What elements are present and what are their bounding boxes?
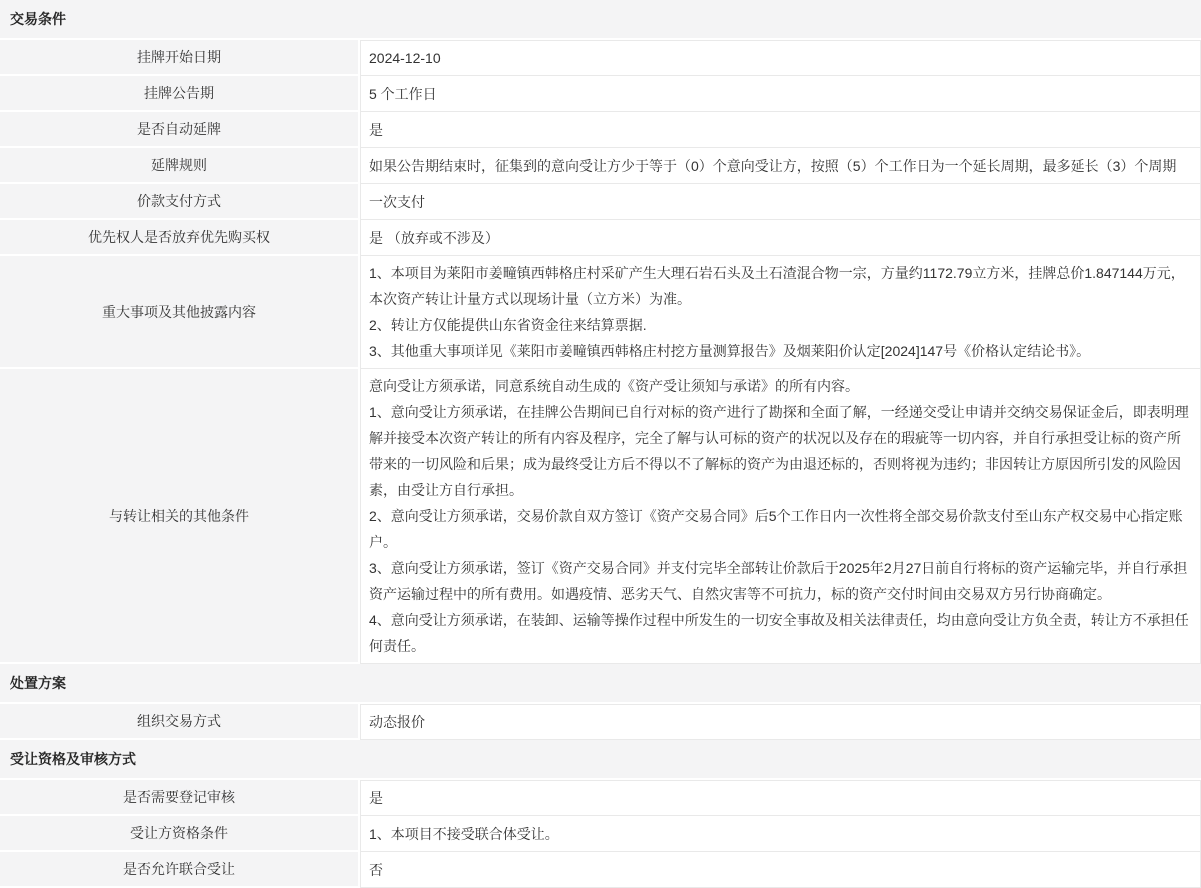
field-value bbox=[360, 40, 1201, 76]
field-value bbox=[360, 256, 1201, 369]
field-label: 受让方资格条件 bbox=[0, 816, 360, 852]
field-label: 与转让相关的其他条件 bbox=[0, 369, 360, 664]
table-row bbox=[0, 852, 1201, 888]
field-label: 价款支付方式 bbox=[0, 184, 360, 220]
value-text: 5 个工作日 bbox=[369, 85, 437, 102]
table-row bbox=[0, 148, 1201, 184]
table-row bbox=[0, 220, 1201, 256]
value-text: 3、其他重大事项详见《莱阳市姜疃镇西韩格庄村挖方量测算报告》及烟莱阳价认定[2024]147号《价格认定结论书》。 bbox=[369, 343, 1091, 359]
field-value bbox=[360, 148, 1201, 184]
table-row bbox=[0, 76, 1201, 112]
value-text: 如果公告期结束时，征集到的意向受让方少于等于（0）个意向受让方，按照（5）个工作日为一个延长周期，最多延长（3）个周期 bbox=[369, 157, 1177, 174]
section-title: 处置方案 bbox=[10, 675, 66, 691]
field-label: 是否自动延牌 bbox=[0, 112, 360, 148]
field-label: 优先权人是否放弃优先购买权 bbox=[0, 220, 360, 256]
field-value bbox=[360, 780, 1201, 816]
table-row bbox=[0, 256, 1201, 369]
value-text: 意向受让方须承诺，同意系统自动生成的《资产受让须知与承诺》的所有内容。 bbox=[369, 378, 859, 394]
section-header-trade-conditions bbox=[0, 0, 1201, 40]
table-row bbox=[0, 184, 1201, 220]
table-row bbox=[0, 40, 1201, 76]
table-row bbox=[0, 816, 1201, 852]
value-text: 1、本项目为莱阳市姜疃镇西韩格庄村采矿产生大理石岩石头及土石渣混合物一宗，方量约1172.79立方米，挂牌总价1.847144万元，本次资产转让计量方式以现场计量（立方米）为准。 bbox=[369, 265, 1185, 307]
section-header-disposal-plan bbox=[0, 664, 1201, 704]
value-text: 是 （放弃或不涉及） bbox=[369, 229, 499, 246]
field-value bbox=[360, 184, 1201, 220]
field-value bbox=[360, 220, 1201, 256]
value-text: 2024-12-10 bbox=[369, 50, 441, 66]
table-row bbox=[0, 112, 1201, 148]
field-label: 组织交易方式 bbox=[0, 704, 360, 740]
value-text: 是 bbox=[369, 790, 383, 806]
value-text: 动态报价 bbox=[369, 714, 425, 730]
table-row bbox=[0, 369, 1201, 664]
field-label: 是否需要登记审核 bbox=[0, 780, 360, 816]
field-value bbox=[360, 704, 1201, 740]
section-header-transferee-qualification bbox=[0, 740, 1201, 780]
field-value bbox=[360, 852, 1201, 888]
field-label: 挂牌公告期 bbox=[0, 76, 360, 112]
value-text: 3、意向受让方须承诺，签订《资产交易合同》并支付完毕全部转让价款后于2025年2月27日前自行将标的资产运输完毕，并自行承担资产运输过程中的所有费用。如遇疫情、恶劣天气、自然灾害等不可抗力，标的资产交付时间由交易双方另行协商确定。 bbox=[369, 560, 1188, 602]
table-row bbox=[0, 780, 1201, 816]
field-value bbox=[360, 112, 1201, 148]
value-text: 2、意向受让方须承诺，交易价款自双方签订《资产交易合同》后5个工作日内一次性将全部交易价款支付至山东产权交易中心指定账户。 bbox=[369, 508, 1183, 550]
field-value bbox=[360, 816, 1201, 852]
field-label: 重大事项及其他披露内容 bbox=[0, 256, 360, 369]
field-label: 是否允许联合受让 bbox=[0, 852, 360, 888]
value-text: 一次支付 bbox=[369, 193, 425, 210]
section-title: 受让资格及审核方式 bbox=[10, 751, 136, 767]
table-row bbox=[0, 704, 1201, 740]
field-value bbox=[360, 369, 1201, 664]
field-value bbox=[360, 76, 1201, 112]
value-text: 否 bbox=[369, 861, 383, 878]
value-text: 2、转让方仅能提供山东省资金往来结算票据. bbox=[369, 317, 647, 333]
value-text: 是 bbox=[369, 121, 383, 138]
value-text: 1、意向受让方须承诺，在挂牌公告期间已自行对标的资产进行了勘探和全面了解，一经递交受让申请并交纳交易保证金后，即表明理解并接受本次资产转让的所有内容及程序，完全了解与认可标的资产的状况以及存在的瑕疵等一切内容，并自行承担受让标的资产所带来的一切风险和后果；成为最终受让方后不得以不了解标的资产为由退还标的，否则将视为违约；非因转让方原因所引发的风险因素，由受让方自行承担。 bbox=[369, 404, 1189, 498]
field-label: 延牌规则 bbox=[0, 148, 360, 184]
value-text: 4、意向受让方须承诺，在装卸、运输等操作过程中所发生的一切安全事故及相关法律责任，均由意向受让方负全责，转让方不承担任何责任。 bbox=[369, 612, 1189, 654]
field-label: 挂牌开始日期 bbox=[0, 40, 360, 76]
section-title: 交易条件 bbox=[10, 11, 66, 27]
value-text: 1、本项目不接受联合体受让。 bbox=[369, 825, 559, 842]
